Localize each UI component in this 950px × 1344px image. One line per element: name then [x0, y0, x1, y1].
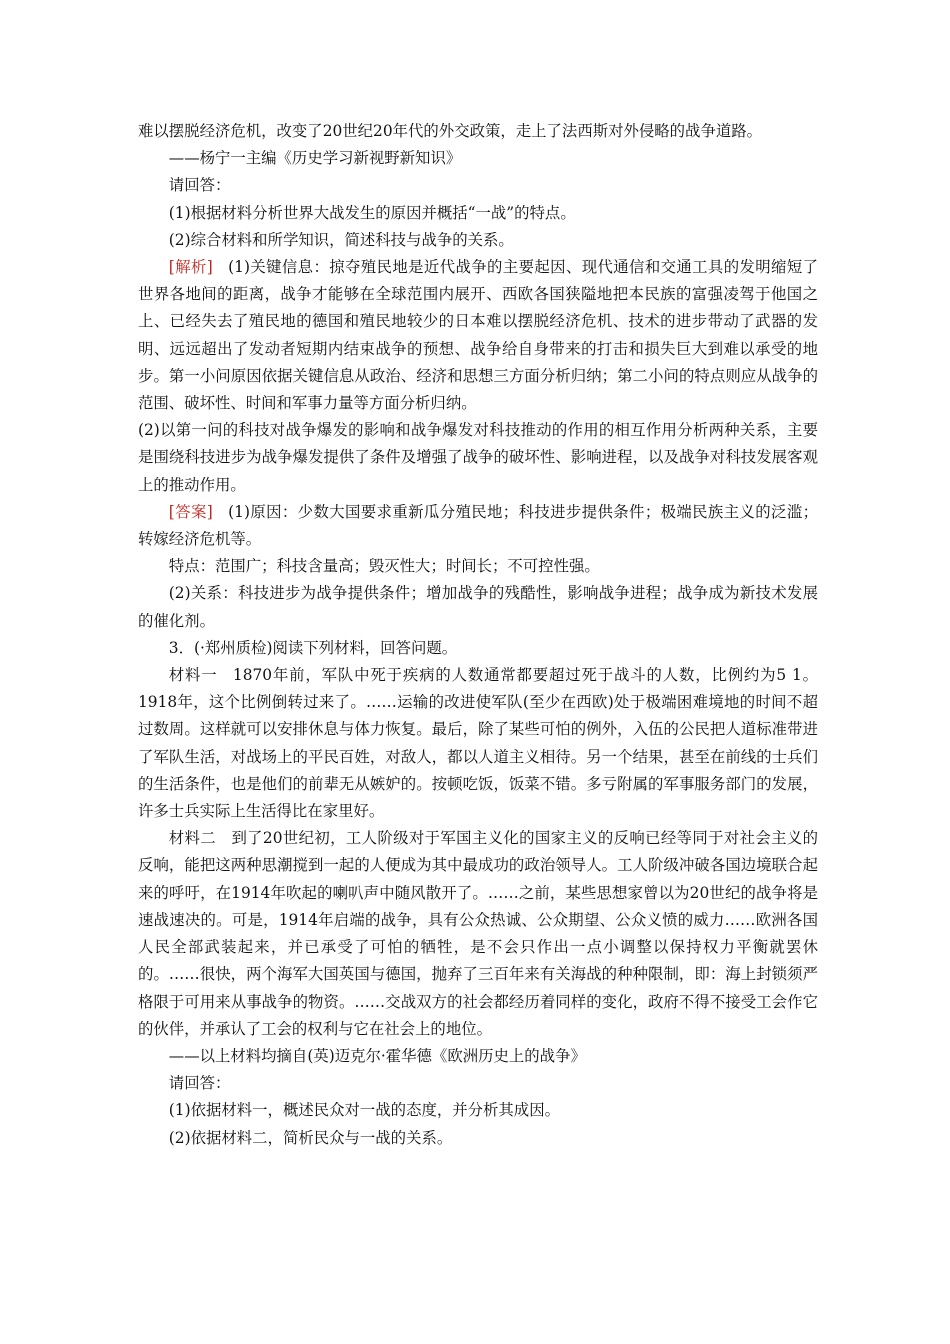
question-3-sub-2: (2)依据材料二，简析民众与一战的关系。	[168, 1128, 453, 1147]
material-2	[138, 825, 818, 1043]
material-1	[138, 662, 818, 825]
question-3-stem: 3．(·郑州质检)阅读下列材料，回答问题。	[168, 638, 458, 657]
material-1-text: 1870年前，军队中死于疾病的人数通常都要超过死于战斗的人数，比例约为5 1。1918年，这个比例倒转过来了。……运输的改进使军队(至少在西欧)处于极端困难境地的时间不超过数周。这样就可以安排休息与体力恢复。最后，除了某些可怕的例外，入伍的公民把人道标准带进了军队生活，对战场上的平民百姓，对敌人，都以人道主义相待。另一个结果，甚至在前线的士兵们的生活条件，也是他们的前辈无从嫉妒的。按顿吃饭，饭菜不错。多亏附属的军事服务部门的发展，许多士兵实际上生活得比在家里好。	[138, 666, 818, 821]
question-prompt: 请回答：	[168, 176, 231, 195]
analysis-text-1: (1)关键信息：掠夺殖民地是近代战争的主要起因、现代通信和交通工具的发明缩短了世界各地间的距离，战争才能够在全球范围内展开、西欧各国狭隘地把本民族的富强凌驾于他国之上、已经失去了殖民地的德国和殖民地较少的日本难以摆脱经济危机、技术的进步带动了武器的发明、远远超出了发动者短期内结束战争的预想、战争给自身带来的打击和损失巨大到难以承受的地步。第一小问原因依据关键信息从政治、经济和思想三方面分析归纳；第二小问的特点则应从战争的范围、破坏性、时间和军事力量等方面分析归纳。	[138, 258, 818, 413]
document-page	[138, 118, 818, 1152]
material-2-label: 材料二	[168, 829, 217, 848]
answer-tag: [答案]	[168, 502, 213, 521]
answer-paragraph	[138, 499, 818, 553]
answer-text-3: (2)关系：科技进步为战争提供条件；增加战争的残酷性，影响战争进程；战争成为新技术发展的催化剂。	[138, 584, 818, 630]
question-3-prompt: 请回答：	[168, 1074, 231, 1093]
sub-question-1: (1)根据材料分析世界大战发生的原因并概括“一战”的特点。	[168, 203, 576, 222]
answer-text-1: (1)原因：少数大国要求重新瓜分殖民地；科技进步提供条件；极端民族主义的泛滥；转嫁经济危机等。	[138, 502, 818, 549]
material-1-label: 材料一	[168, 666, 218, 685]
answer-text-2: 特点：范围广；科技含量高；毁灭性大；时间长；不可控性强。	[168, 557, 600, 576]
analysis-text-2: (2)以第一问的科技对战争爆发的影响和战争爆发对科技推动的作用的相互作用分析两种关系，主要是围绕科技进步为战争爆发提供了条件及增强了战争的破坏性、影响进程，以及战争对科技发展客观上的推动作用。	[138, 421, 818, 494]
source-citation: ——杨宁一主编《历史学习新视野新知识》	[168, 149, 462, 168]
analysis-tag: [解析]	[168, 258, 213, 277]
material-source: ——以上材料均摘自(英)迈克尔·霍华德《欧洲历史上的战争》	[168, 1046, 586, 1065]
analysis-paragraph	[138, 254, 818, 417]
question-3-sub-1: (1)依据材料一，概述民众对一战的态度，并分析其成因。	[168, 1101, 560, 1120]
material-2-text: 到了20世纪初，工人阶级对于军国主义化的国家主义的反响已经等同于对社会主义的反响，能把这两种思潮搅到一起的人便成为其中最成功的政治领导人。工人阶级冲破各国边境联合起来的呼吁，在1914年吹起的喇叭声中随风散开了。……之前，某些思想家曾以为20世纪的战争将是速战速决的。可是，1914年启端的战争，具有公众热诚、公众期望、公众义愤的威力……欧洲各国人民全部武装起来，并已承受了可怕的牺牲，是不会只作出一点小调整以保持权力平衡就罢休的。……很快，两个海军大国英国与德国，抛弃了三百年来有关海战的种种限制，即：海上封锁须严格限于可用来从事战争的物资。……交战双方的社会都经历着同样的变化，政府不得不接受工会作它的伙伴，并承认了工会的权利与它在社会上的地位。	[138, 829, 818, 1038]
sub-question-2: (2)综合材料和所学知识，简述科技与战争的关系。	[168, 230, 514, 249]
paragraph-continuation: 难以摆脱经济危机，改变了20世纪20年代的外交政策，走上了法西斯对外侵略的战争道路。	[138, 122, 763, 140]
